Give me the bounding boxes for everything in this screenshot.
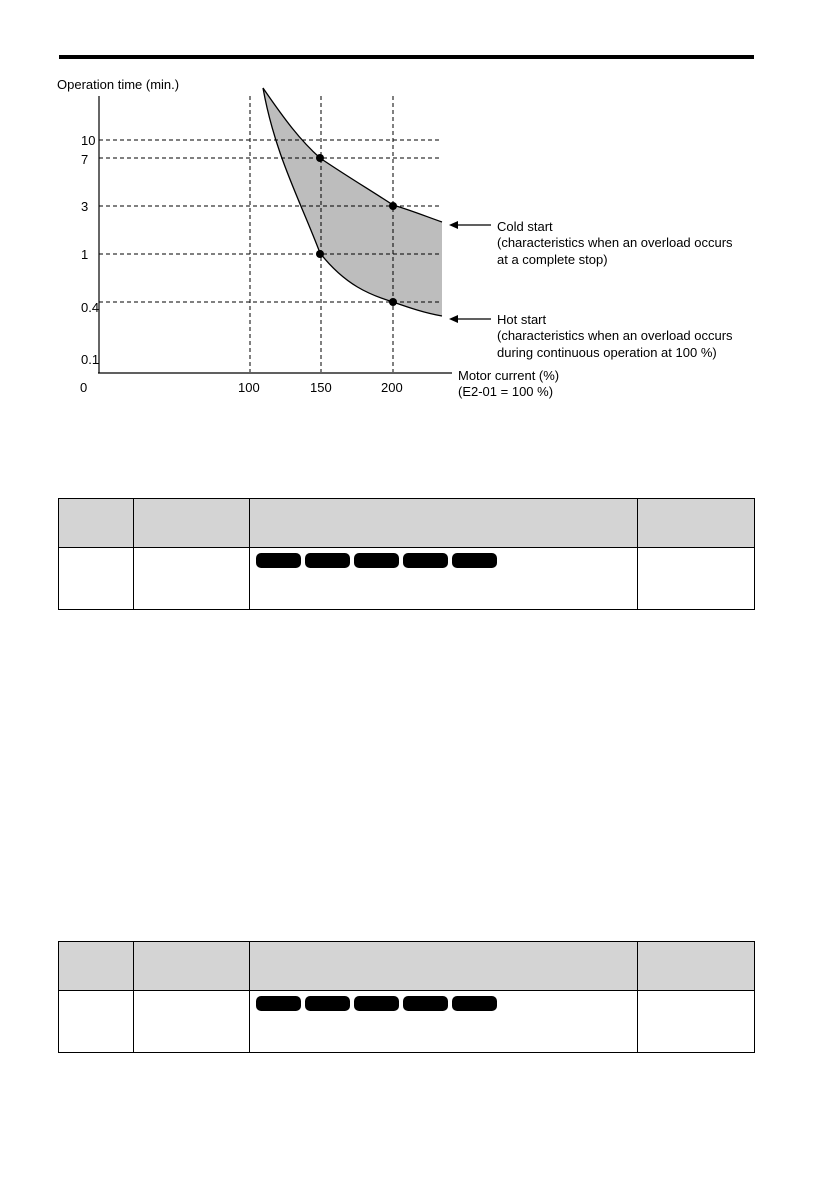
header-cell-name (134, 942, 250, 991)
header-cell-description (250, 942, 638, 991)
mode-badges (250, 548, 637, 568)
y-tick-7: 7 (81, 152, 89, 167)
header-cell-name (134, 499, 250, 548)
header-cell-no (59, 942, 134, 991)
parameter-table-1 (58, 498, 755, 610)
mode-badge (403, 553, 448, 568)
header-cell-description (250, 499, 638, 548)
mode-badge (256, 553, 301, 568)
cell-description (250, 548, 638, 610)
table-row (59, 991, 755, 1053)
header-cell-default (638, 942, 755, 991)
mode-badge (452, 996, 497, 1011)
hot-start-label: Hot start (497, 312, 547, 327)
cold-start-label: Cold start (497, 219, 553, 234)
x-tick-200: 200 (381, 380, 403, 395)
mode-badges (250, 991, 637, 1011)
y-axis-label: Operation time (min.) (57, 77, 180, 92)
mode-badge (256, 996, 301, 1011)
parameter-table-2 (58, 941, 755, 1053)
shaded-region (263, 88, 442, 316)
y-tick-0.1: 0.1 (81, 352, 100, 367)
cell-default (638, 548, 755, 610)
mode-badge (403, 996, 448, 1011)
header-cell-no (59, 499, 134, 548)
cold-point-200 (389, 202, 397, 210)
cold-point-150 (316, 154, 324, 162)
x-tick-100: 100 (238, 380, 260, 395)
mode-badge (305, 996, 350, 1011)
header-cell-default (638, 499, 755, 548)
cell-default (638, 991, 755, 1053)
table-header-row (59, 942, 755, 991)
mode-badge (452, 553, 497, 568)
x-axis-sublabel: (E2-01 = 100 %) (458, 384, 554, 399)
cold-start-desc-1: (characteristics when an overload occurs (497, 235, 733, 250)
hot-arrowhead (449, 315, 458, 323)
cell-no (59, 991, 134, 1053)
hot-point-150 (316, 250, 324, 258)
hot-start-desc-1: (characteristics when an overload occurs (497, 328, 733, 343)
mode-badge (354, 553, 399, 568)
hot-point-200 (389, 298, 397, 306)
table-row (59, 548, 755, 610)
y-tick-0.4: 0.4 (81, 300, 100, 315)
x-tick-150: 150 (310, 380, 332, 395)
mode-badge (354, 996, 399, 1011)
hot-start-desc-2: during continuous operation at 100 %) (497, 345, 717, 360)
x-axis-label: Motor current (%) (458, 368, 560, 383)
y-tick-3: 3 (81, 199, 89, 214)
y-tick-10: 10 (81, 133, 96, 148)
cold-start-desc-2: at a complete stop) (497, 252, 608, 267)
table-header-row (59, 499, 755, 548)
mode-badge (305, 553, 350, 568)
cell-description (250, 991, 638, 1053)
cold-arrowhead (449, 221, 458, 229)
overload-chart (0, 0, 839, 420)
cell-name (134, 991, 250, 1053)
cell-name (134, 548, 250, 610)
y-tick-1: 1 (81, 247, 89, 262)
cell-no (59, 548, 134, 610)
x-tick-0: 0 (80, 380, 88, 395)
